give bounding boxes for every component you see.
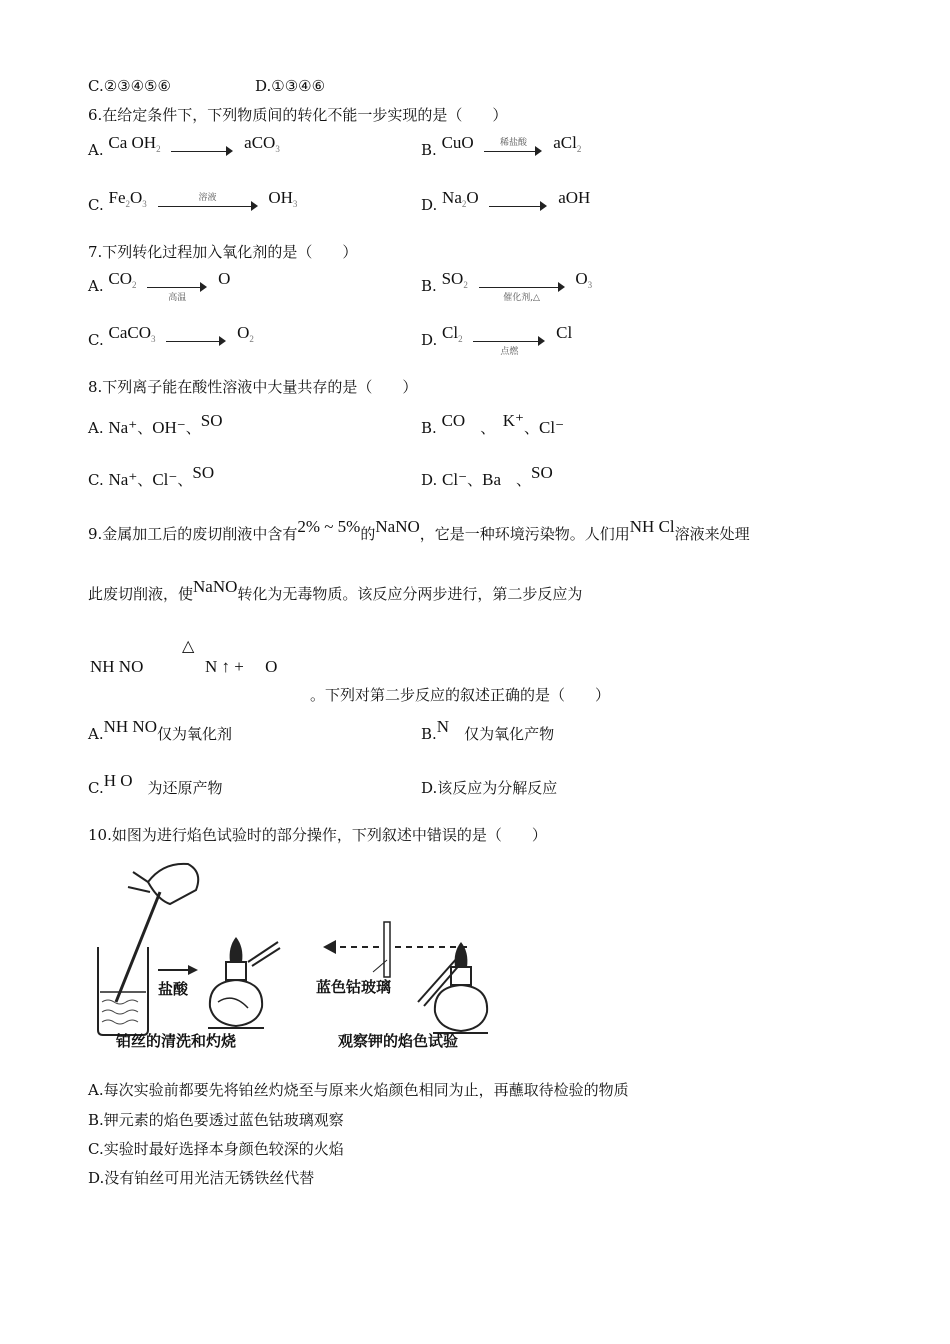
ion: SO [200, 411, 223, 430]
q10-stem: 10.如图为进行焰色试验时的部分操作，下列叙述中错误的是（ ） [88, 826, 547, 844]
q9-paragraph-line-2 [88, 577, 583, 604]
option-label: B. [421, 141, 437, 159]
separator: 、 [177, 471, 193, 489]
chem-formula: Na [442, 188, 462, 207]
q7-stem: 7.下列转化过程加入氧化剂的是（ ） [88, 243, 358, 261]
chem-formula: 2% ~ 5% [297, 517, 361, 536]
q10-option-b: B.钾元素的焰色要透过蓝色钴玻璃观察 [88, 1111, 344, 1129]
q8-option-c [88, 463, 215, 490]
subscript: 3 [142, 199, 147, 209]
reaction-arrow [489, 200, 547, 212]
ion: Cl⁻ [539, 418, 565, 437]
q6-option-a [88, 133, 280, 166]
reaction-arrow [484, 138, 542, 157]
option-text: 仅为氧化剂 [156, 725, 232, 743]
reaction-arrow [147, 281, 207, 303]
reaction-arrow [171, 145, 233, 157]
chem-formula: O [218, 269, 231, 288]
option-label: D. [421, 331, 438, 349]
platinum-wire-icon [116, 892, 160, 1002]
caption-left: 铂丝的清洗和灼烧 [116, 1032, 237, 1050]
subscript: 2 [156, 144, 161, 154]
chem-formula: Fe [108, 188, 126, 207]
q8-option-d [421, 463, 553, 490]
chem-formula: NaNO [375, 517, 420, 536]
chem-formula: aCO [244, 133, 276, 152]
chem-formula: CO [108, 269, 133, 288]
chem-formula: O [237, 323, 250, 342]
q6-option-c [88, 188, 298, 221]
separator: 、 [467, 471, 483, 489]
subscript: 2 [249, 334, 254, 344]
ion: Cl⁻ [152, 470, 178, 489]
hand-icon [148, 864, 198, 904]
option-text: 仅为氧化产物 [464, 725, 555, 743]
ion: Cl⁻ [442, 470, 468, 489]
option-text: 该反应为分解反应 [437, 779, 558, 797]
q8-option-b [421, 411, 565, 438]
option-label: B. [421, 419, 437, 437]
q7-option-d [421, 323, 573, 357]
option-label: C. [88, 779, 104, 797]
reaction-arrow [473, 335, 545, 357]
ion: OH⁻ [152, 418, 186, 437]
ion: Na⁺ [108, 418, 138, 437]
q8-stem: 8.下列离子能在酸性溶液中大量共存的是（ ） [88, 378, 418, 396]
separator: 、 [524, 419, 540, 437]
subscript: 2 [125, 199, 130, 209]
text: 此废切削液，使 [88, 585, 194, 603]
ion: CO [441, 411, 466, 430]
q9-question: 。下列对第二步反应的叙述正确的是（ ） [310, 686, 611, 704]
subscript: 2 [458, 334, 463, 344]
acid-label: 盐酸 [158, 980, 189, 998]
option-label: C. [88, 331, 104, 349]
cobalt-glass-icon [384, 922, 390, 977]
chem-formula: aOH [558, 188, 591, 207]
q9-equation-left: NH NO [90, 657, 144, 676]
subscript: 3 [292, 199, 298, 209]
ion: K⁺ [502, 411, 524, 430]
separator: 、 [516, 471, 532, 489]
subscript: 2 [461, 199, 467, 209]
reaction-condition: 催化剂,△ [503, 293, 540, 303]
chem-formula: OH [131, 133, 157, 152]
q9-option-d [421, 778, 557, 798]
q10-option-c: C.实验时最好选择本身颜色较深的火焰 [88, 1140, 344, 1158]
reaction-condition: 溶液 [198, 193, 217, 203]
separator: 、 [137, 471, 153, 489]
text: 溶液来处理 [674, 525, 750, 543]
text: ，它是一种环境污染物。人们用 [419, 525, 630, 543]
separator: 、 [480, 419, 488, 437]
chem-formula: OH [268, 188, 293, 207]
reaction-arrow [479, 281, 565, 303]
q8-option-a [88, 411, 223, 438]
option-label: C. [88, 471, 104, 489]
q9-option-a [88, 717, 232, 744]
text: 的 [360, 525, 376, 543]
q9-equation-right: N ↑ + O [205, 657, 278, 676]
chem-formula: NH NO [103, 717, 157, 736]
option-label: D. [421, 471, 438, 489]
chem-formula: H O [103, 771, 133, 790]
option-label: A. [88, 277, 104, 295]
reaction-condition: 稀盐酸 [499, 138, 527, 148]
caption-right: 观察钾的焰色试验 [338, 1032, 459, 1050]
reaction-arrow [158, 193, 258, 212]
subscript: 2 [463, 280, 468, 290]
glass-label: 蓝色钴玻璃 [316, 978, 392, 996]
subscript: 3 [151, 334, 156, 344]
reaction-heat-symbol: △ [182, 638, 195, 655]
q10-option-a: A.每次实验前都要先将铂丝灼烧至与原来火焰颜色相同为止，再蘸取待检验的物质 [88, 1081, 629, 1099]
separator: 、 [137, 419, 153, 437]
reaction-arrow [166, 335, 226, 347]
option-label: B. [421, 277, 437, 295]
beaker-icon [98, 947, 148, 1035]
subscript: 3 [275, 144, 280, 154]
q9-paragraph-line-1 [88, 517, 750, 544]
q7-option-c [88, 323, 254, 356]
flame-test-illustration [88, 852, 498, 1057]
q7-option-a [88, 269, 231, 303]
q9-option-c [88, 771, 223, 798]
ion: SO [192, 463, 215, 482]
chem-formula: CuO [441, 133, 474, 152]
q10-option-d: D.没有铂丝可用光洁无锈铁丝代替 [88, 1169, 315, 1187]
separator: 、 [185, 419, 201, 437]
subscript: 2 [132, 280, 137, 290]
option-label: A. [88, 419, 104, 437]
eye-icon [323, 940, 336, 954]
chem-formula: NH Cl [629, 517, 675, 536]
subscript: 3 [587, 280, 593, 290]
option-label: D. [421, 779, 438, 797]
chem-formula: Ca [108, 133, 128, 152]
option-label: B. [421, 725, 437, 743]
option-text: 为还原产物 [147, 779, 223, 797]
flame-test-figure [88, 852, 498, 1057]
option-label: C. [88, 196, 104, 214]
option-label: D. [421, 196, 438, 214]
text: 转化为无毒物质。该反应分两步进行，第二步反应为 [237, 585, 583, 603]
ion: SO [531, 463, 553, 482]
ion: Ba [482, 470, 501, 489]
q7-option-b [421, 269, 593, 303]
ion: Na⁺ [108, 470, 138, 489]
chem-formula: NaNO [193, 577, 238, 596]
reaction-condition: 高温 [168, 293, 187, 303]
option-label: A. [88, 725, 104, 743]
chem-formula: aCl [553, 133, 577, 152]
q9-option-b [421, 717, 555, 744]
reaction-condition: 点燃 [500, 347, 519, 357]
q5-option-d: D.①③④⑥ [255, 77, 326, 95]
text: 9.金属加工后的废切削液中含有 [88, 525, 298, 543]
q5-option-c: C.②③④⑤⑥ [88, 77, 171, 95]
q6-option-d [421, 188, 591, 221]
chem-formula: Cl [556, 323, 573, 342]
chem-formula: N [436, 717, 450, 736]
chem-formula: O [575, 269, 588, 288]
option-label: A. [88, 141, 104, 159]
chem-formula: O [466, 188, 479, 207]
q6-stem: 6.在给定条件下，下列物质间的转化不能一步实现的是（ ） [88, 106, 508, 124]
subscript: 2 [576, 144, 582, 154]
alcohol-lamp-icon [208, 937, 280, 1028]
chem-formula: SO [441, 269, 464, 288]
fingers-icon [128, 872, 150, 892]
chem-formula: Cl [442, 323, 459, 342]
q6-option-b [421, 133, 582, 166]
chem-formula: CaCO [108, 323, 151, 342]
chem-formula: O [130, 188, 143, 207]
